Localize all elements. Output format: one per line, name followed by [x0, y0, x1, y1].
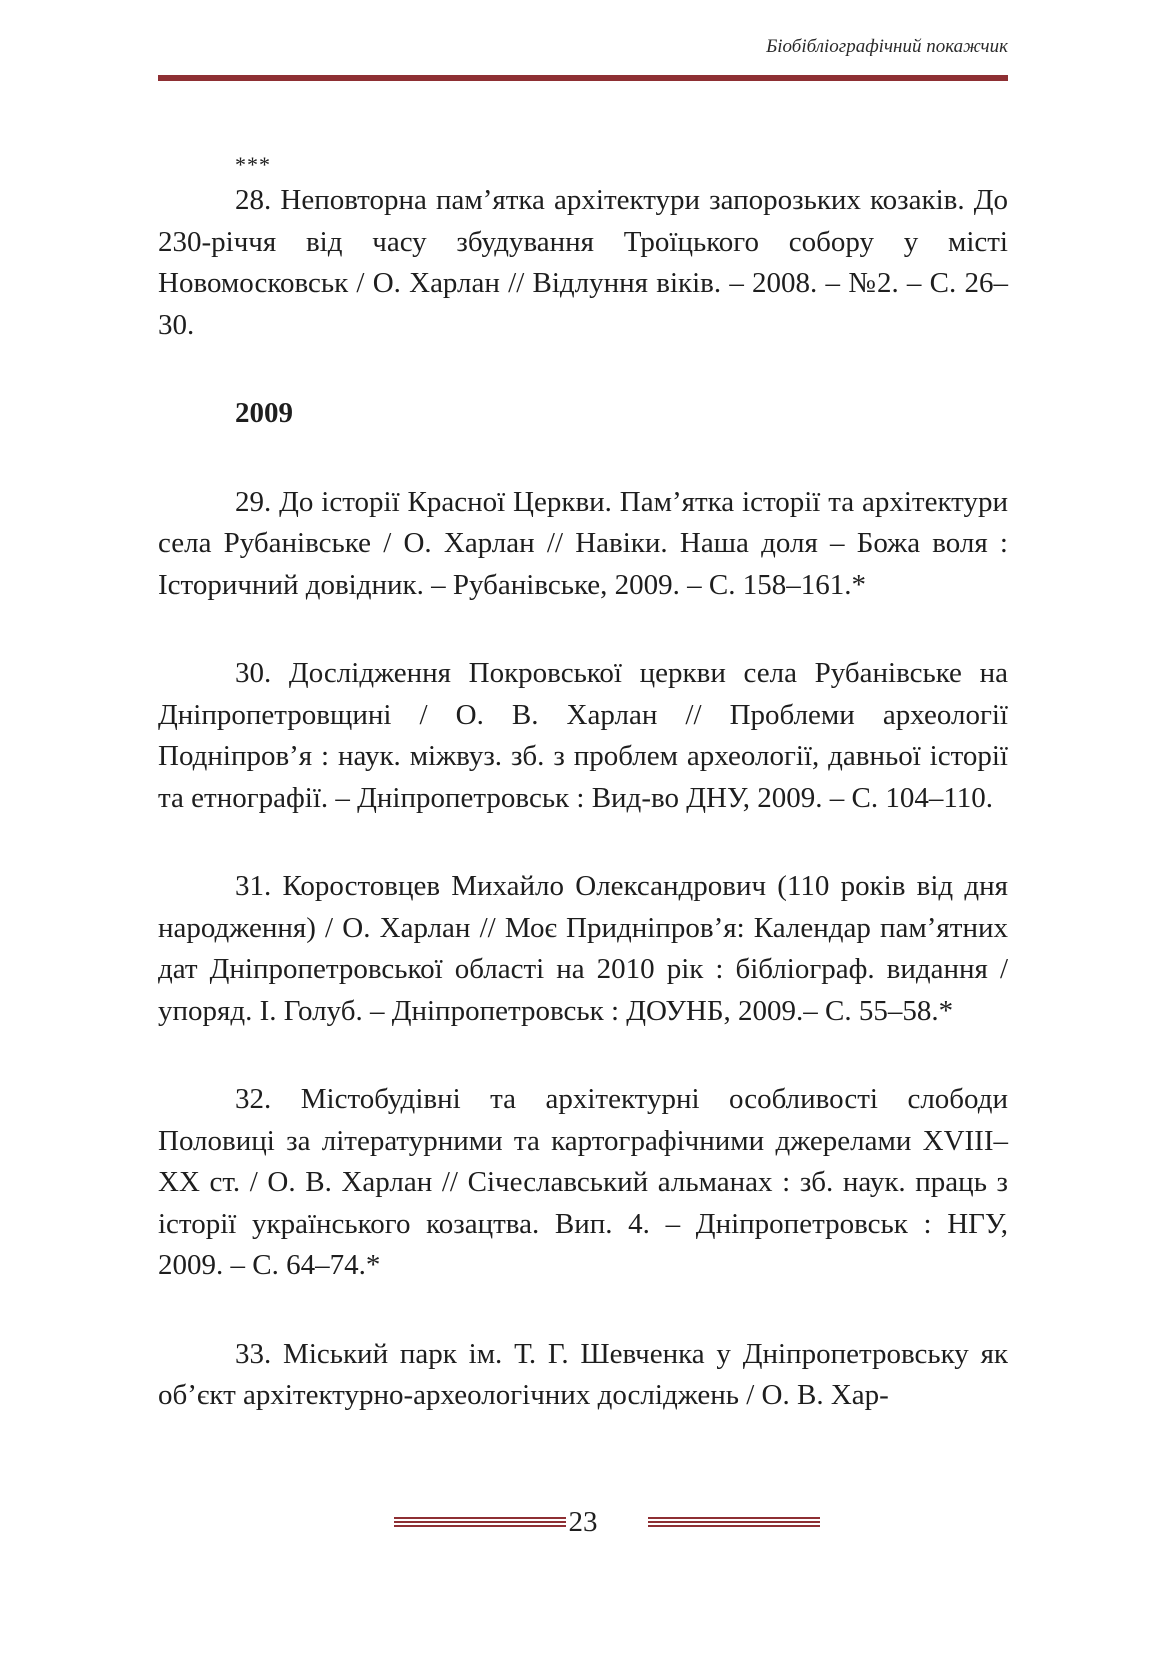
bibliography-entry-31: 31. Коростовцев Михайло Олександрович (110 років від дня народження) / О. Харлан // Моє Придніпров’я: Календар пам’ятних дат Дніпропетровської області на 2010 рік : бібліограф. видання / упоряд. І. Голуб. – Дніпропетровськ : ДОУНБ, 2009.– С. 55–58.* — [158, 870, 1008, 1027]
section-separator: *** — [235, 152, 271, 177]
header-rule — [158, 75, 1008, 81]
bibliography-entry-28: 28. Неповторна пам’ятка архітектури запорозьких козаків. До 230-річчя від часу збудування Троїцького собору у місті Новомосковськ / О. Харлан // Відлуння віків. – 2008. – №2. – С. 26–30. — [158, 184, 1008, 341]
bibliography-entry-33: 33. Міський парк ім. Т. Г. Шевченка у Дніпропетровську як об’єкт архітектурно-археологічних досліджень / О. В. Хар- — [158, 1337, 1008, 1411]
bibliography-entry-29: 29. До історії Красної Церкви. Пам’ятка історії та архітектури села Рубанівське / О. Харлан // Навіки. Наша доля – Божа воля : Історичний довідник. – Рубанівське, 2009. – С. 158–161.* — [158, 485, 1008, 601]
bibliography-entry-30: 30. Дослідження Покровської церкви села Рубанівське на Дніпропетровщині / О. В. Харлан // Проблеми археології Подніпров’я : наук. міжвуз. зб. з проблем археології, давньої історії та етнографії. – Дніпропетровськ : Вид-во ДНУ, 2009. – С. 104–110. — [158, 657, 1008, 814]
footer-ornament-right — [648, 1517, 820, 1528]
page-content — [158, 150, 1008, 1417]
year-heading: 2009 — [235, 397, 293, 429]
page-footer — [0, 1500, 1166, 1544]
running-head: Біобібліографічний покажчик — [766, 36, 1008, 57]
page-number: 23 — [568, 1506, 598, 1538]
bibliography-entry-32: 32. Містобудівні та архітектурні особливості слободи Половиці за літературними та картографічними джерелами XVIII–XX ст. / О. В. Харлан // Січеславський альманах : зб. наук. праць з історії українського козацтва. Вип. 4. – Дніпропетровськ : НГУ, 2009. – С. 64–74.* — [158, 1083, 1008, 1281]
